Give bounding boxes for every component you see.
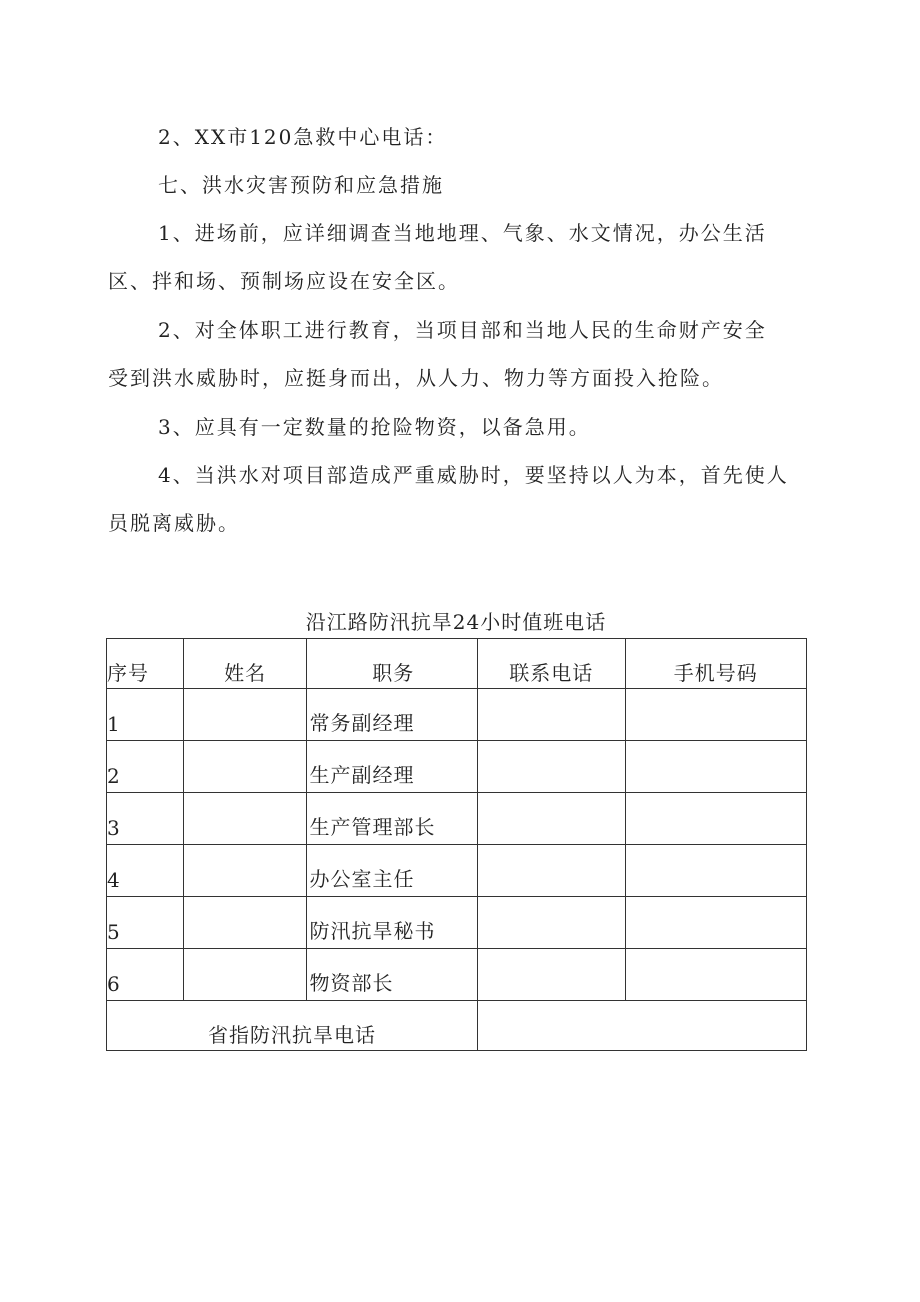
cell-mobile bbox=[625, 741, 806, 793]
item-3: 3、应具有一定数量的抢险物资，以备急用。 bbox=[158, 415, 591, 439]
header-name: 姓名 bbox=[183, 639, 307, 689]
cell-name bbox=[183, 949, 307, 1001]
cell-role: 办公室主任 bbox=[307, 845, 478, 897]
table-row bbox=[107, 897, 807, 949]
cell-tel bbox=[477, 793, 625, 845]
cell-mobile bbox=[625, 845, 806, 897]
table-row bbox=[107, 845, 807, 897]
cell-role: 生产副经理 bbox=[307, 741, 478, 793]
table-row bbox=[107, 689, 807, 741]
cell-no: 4 bbox=[107, 845, 184, 897]
cell-no: 1 bbox=[107, 689, 184, 741]
provincial-hotline-value bbox=[477, 1001, 806, 1051]
cell-tel bbox=[477, 689, 625, 741]
table-row bbox=[107, 741, 807, 793]
item-2-line-2: 受到洪水威胁时，应挺身而出，从人力、物力等方面投入抢险。 bbox=[108, 366, 724, 390]
cell-name bbox=[183, 845, 307, 897]
cell-role: 生产管理部长 bbox=[307, 793, 478, 845]
header-tel: 联系电话 bbox=[477, 639, 625, 689]
cell-mobile bbox=[625, 897, 806, 949]
cell-no: 6 bbox=[107, 949, 184, 1001]
cell-mobile bbox=[625, 793, 806, 845]
item-4-line-2: 员脱离威胁。 bbox=[108, 511, 240, 535]
item-4-line-1: 4、当洪水对项目部造成严重威胁时，要坚持以人为本，首先使人 bbox=[158, 463, 789, 487]
item-2-line-1: 2、对全体职工进行教育，当项目部和当地人民的生命财产安全 bbox=[158, 318, 767, 342]
cell-mobile bbox=[625, 689, 806, 741]
cell-tel bbox=[477, 897, 625, 949]
cell-role: 常务副经理 bbox=[307, 689, 478, 741]
cell-name bbox=[183, 689, 307, 741]
section-heading-flood: 七、洪水灾害预防和应急措施 bbox=[158, 173, 444, 197]
cell-tel bbox=[477, 741, 625, 793]
cell-no: 3 bbox=[107, 793, 184, 845]
table-header-row bbox=[107, 639, 807, 689]
item-1-line-1: 1、进场前，应详细调查当地地理、气象、水文情况，办公生活 bbox=[158, 221, 767, 245]
paragraph-emergency-phone: 2、XX市120急救中心电话： bbox=[158, 125, 448, 149]
cell-name bbox=[183, 741, 307, 793]
table-caption: 沿江路防汛抗旱24小时值班电话 bbox=[305, 610, 607, 634]
provincial-hotline-label: 省指防汛抗旱电话 bbox=[107, 1001, 478, 1051]
item-1-line-2: 区、拌和场、预制场应设在安全区。 bbox=[108, 269, 460, 293]
cell-no: 2 bbox=[107, 741, 184, 793]
header-mobile: 手机号码 bbox=[625, 639, 806, 689]
cell-mobile bbox=[625, 949, 806, 1001]
duty-phone-table bbox=[106, 638, 807, 1051]
table-row bbox=[107, 793, 807, 845]
header-no: 序号 bbox=[107, 639, 184, 689]
cell-role: 物资部长 bbox=[307, 949, 478, 1001]
cell-tel bbox=[477, 845, 625, 897]
cell-role: 防汛抗旱秘书 bbox=[307, 897, 478, 949]
header-role: 职务 bbox=[307, 639, 478, 689]
cell-name bbox=[183, 793, 307, 845]
cell-no: 5 bbox=[107, 897, 184, 949]
table-row bbox=[107, 949, 807, 1001]
cell-tel bbox=[477, 949, 625, 1001]
table-footer-row bbox=[107, 1001, 807, 1051]
cell-name bbox=[183, 897, 307, 949]
